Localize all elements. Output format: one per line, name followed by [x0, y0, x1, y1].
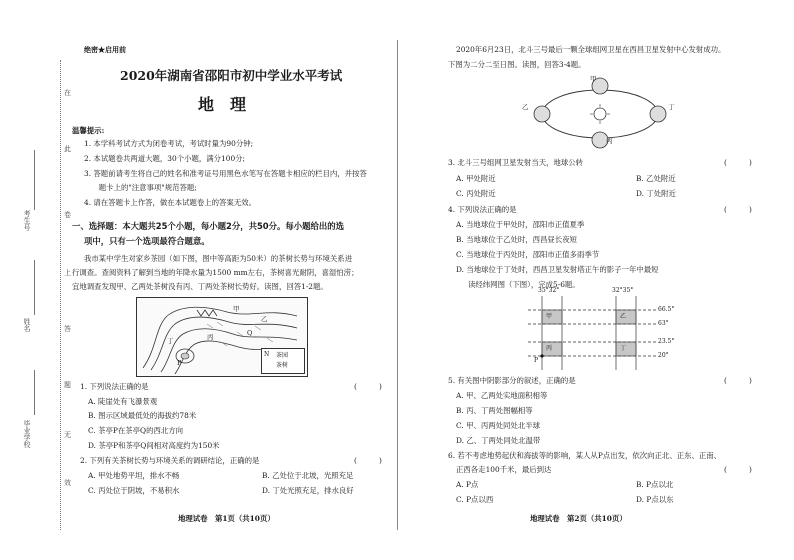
question-4: 4. 下列说法正确的是	[448, 205, 517, 214]
question-2: 2. 下列有关茶树长势与环境关系的调研结论，正确的是	[80, 456, 260, 465]
side-char-wu: 无	[64, 431, 71, 439]
school-line	[34, 370, 35, 415]
grid-area-yi: 乙	[620, 313, 627, 320]
legend-tea-tree: 茶树	[276, 362, 289, 369]
section-1-heading-cont: 项中，只有一个选项最符合题意。	[84, 236, 210, 246]
question-2-answer-paren: ( )	[354, 456, 382, 465]
tip-3: 3. 答题前请考生将自己的姓名和准考证号用黑色水笔写在答题卡相应的栏目内，并按答	[84, 169, 367, 178]
q5-option-c: C. 甲、丙两处同处北半球	[456, 421, 540, 430]
tip-4: 4. 请在答题卡上作答，做在本试题卷上的答案无效。	[84, 198, 256, 207]
q5-option-b: B. 丙、丁两处图幅相等	[456, 406, 533, 415]
map-label-q: Q	[247, 329, 253, 337]
exam-title: 2020年湖南省邵阳市初中学业水平考试	[120, 68, 343, 83]
q6-option-a: A. P点	[456, 480, 479, 489]
map-legend	[261, 348, 305, 374]
exam-number-line	[34, 150, 35, 210]
q2-option-a: A. 甲处地势平坦，排水不畅	[88, 471, 180, 480]
right-page-footer: 地理试卷 第2页（共10页）	[530, 514, 627, 523]
q3-option-d: D. 丁处附近	[636, 189, 676, 198]
orbit-drawing	[520, 76, 680, 152]
right-intro-line-1: 2020年6月23日，北斗三号最后一颗全球组网卫星在西昌卫星发射中心发射成功。	[456, 45, 726, 54]
side-char-juan: 卷	[64, 211, 71, 219]
q5-option-a: A. 甲、乙两处实地面积相等	[456, 391, 548, 400]
tip-3-cont: 题卡上的"注意事项"规范答题;	[84, 183, 197, 192]
map-label-jia: 甲	[233, 305, 240, 313]
north-arrow-label: N	[264, 351, 270, 358]
q6-option-c: C. P点以西	[456, 495, 494, 504]
orbit-label-ding: 丁	[668, 103, 675, 111]
lon-label-right: 32°35°	[612, 287, 634, 294]
tip-2: 2. 本试题卷共两道大题，30个小题，满分100分;	[84, 154, 246, 163]
school-label: 毕业学校	[23, 420, 31, 448]
lat-label-63: 63°	[658, 320, 669, 327]
q2-option-d: D. 丁处光照充足，排水良好	[262, 486, 354, 495]
section-1-heading: 一、选择题：本大题共25个小题，每小题2分，共50分。每小题给出的选	[72, 221, 345, 231]
name-line	[34, 260, 35, 315]
q4-option-b: B. 当地球位于乙处时，西昌昼长夜短	[456, 235, 577, 244]
name-label: 姓名	[23, 318, 31, 332]
lat-label-66-5: 66.5°	[658, 306, 675, 313]
question-5: 5. 有关图中阴影部分的叙述，正确的是	[448, 376, 576, 385]
q1-option-d: D. 茶亭P和茶亭Q间相对高度约为150米	[88, 441, 220, 450]
q3-option-a: A. 甲处附近	[456, 174, 496, 183]
grid-drawing	[520, 286, 680, 372]
q2-option-c: C. 丙处位于阴坡，不易积水	[88, 486, 180, 495]
side-char-xiao: 效	[64, 479, 71, 487]
question-1-answer-paren: ( )	[354, 382, 382, 391]
right-intro-line-2: 下图为二分二至日图。读图，回答3-4题。	[448, 60, 586, 69]
question-5-answer-paren: ( )	[724, 376, 752, 385]
lon-label-left: 35°32°	[538, 287, 560, 294]
q1-option-c: C. 茶亭P在茶亭Q的西北方向	[88, 426, 184, 435]
grid-area-jia: 甲	[546, 313, 553, 320]
intro-line-2: 行调查。查阅资料了解到当地的年降水量为1500 mm左右，茶树喜光耐阴，喜湿怕涝；	[72, 268, 359, 277]
map-label-ding: 丁	[167, 337, 174, 345]
subject-title: 地 理	[198, 95, 247, 114]
intro-line-3: 宜地调查发现甲、乙两处茶树没有丙、丁两处茶树长势好。读图，回答1-2题。	[72, 282, 328, 291]
lat-label-20: 20°	[658, 352, 669, 359]
question-3: 3. 北斗三号组网卫星发射当天，地球公转	[448, 158, 584, 167]
earth-orbit-diagram	[520, 76, 680, 152]
page-divider	[397, 40, 398, 530]
left-page-footer: 地理试卷 第1页（共10页）	[178, 514, 275, 523]
question-4-answer-paren: ( )	[724, 205, 752, 214]
q2-option-b: B. 乙处位于北坡，光照充足	[262, 471, 354, 480]
tips-heading: 温馨提示:	[72, 126, 105, 135]
grid-area-ding: 丁	[620, 345, 627, 352]
question-6-cont: 正西各走100千米，最后到达	[456, 465, 552, 474]
grid-point-p: P	[534, 357, 539, 364]
binding-dotted-line	[60, 60, 61, 530]
q3-option-c: C. 丙处附近	[456, 189, 496, 198]
orbit-label-jia: 甲	[590, 75, 597, 83]
q5-option-d: D. 乙、丁两处同处北温带	[456, 436, 541, 445]
side-char-ti: 题	[64, 381, 71, 389]
question-3-answer-paren: ( )	[724, 158, 752, 167]
lat-label-23-5: 23.5°	[658, 338, 675, 345]
side-char-zai: 在	[64, 89, 71, 97]
q3-option-b: B. 乙处附近	[636, 174, 676, 183]
side-char-da: 答	[64, 325, 71, 333]
orbit-label-yi: 乙	[522, 103, 529, 111]
side-char-ci: 此	[64, 145, 71, 153]
q6-option-d: D. P点以东	[636, 495, 674, 504]
intro-line-1: 我市某中学生对家乡茶园（如下图，图中等高距为50米）的茶树长势与环境关系进	[84, 254, 353, 263]
tea-garden-contour-map	[136, 297, 308, 377]
exam-number-label: 考生号	[23, 210, 31, 231]
grid-intro: 读经纬网图（下图），完成5-6题。	[468, 280, 580, 289]
map-label-bing: 丙	[207, 333, 214, 341]
q4-option-c: C. 当地球位于丙处时，邵阳市正值多雨季节	[456, 250, 600, 259]
q4-option-a: A. 当地球位于甲处时，邵阳市正值夏季	[456, 220, 585, 229]
q1-option-a: A. 陡崖处有飞瀑景观	[88, 397, 158, 406]
question-1: 1. 下列说法正确的是	[80, 382, 149, 391]
map-label-p: P	[177, 359, 182, 367]
map-label-yi: 乙	[261, 315, 268, 323]
q6-option-b: B. P点以北	[636, 480, 674, 489]
lat-long-grid-diagram	[520, 286, 680, 372]
orbit-label-bing: 丙	[606, 137, 613, 145]
q4-option-d: D. 当地球位于丁处时，西昌卫星发射塔正午的影子一年中最短	[456, 265, 659, 274]
tip-1: 1. 本学科考试方式为闭卷考试，考试时量为90分钟;	[84, 139, 254, 148]
side-char-shang: 上	[64, 269, 71, 277]
legend-tea-garden: 茶园	[276, 352, 289, 359]
question-6-answer-paren: ( )	[724, 465, 752, 474]
grid-area-bing: 丙	[546, 345, 553, 352]
q1-option-b: B. 图示区域最低处的海拔约78米	[88, 411, 197, 420]
confidential-mark: 绝密★启用前	[84, 45, 126, 54]
question-6: 6. 若不考虑地势起伏和海拔等的影响，某人从P点出发，依次向正北、正东、正南、	[448, 451, 722, 460]
